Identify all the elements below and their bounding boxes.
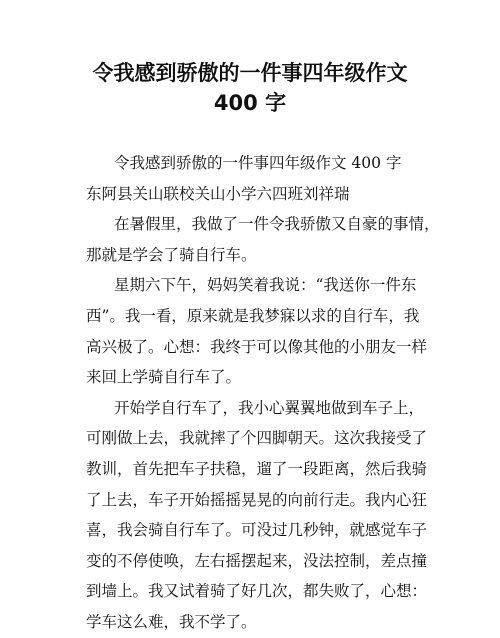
document-title-line-1: 令我感到骄傲的一件事四年级作文: [92, 61, 408, 85]
document-body: [86, 148, 440, 638]
paragraph-line: 星期六下午，妈妈笑着我说：“我送你一件东: [114, 276, 417, 295]
paragraph-line: 变的不停使唤，左右摇摆起来，没法控制，差点撞: [86, 551, 428, 570]
author-line: 东阿县关山联校关山小学六四班刘祥瑞: [86, 184, 350, 203]
paragraph-line: 开始学自行车了，我小心翼翼地做到车子上，: [114, 398, 425, 417]
subtitle-line: 令我感到骄傲的一件事四年级作文 400 字: [114, 154, 402, 172]
paragraph-line: 教训，首先把车子扶稳，遛了一段距离，然后我骑: [86, 459, 428, 478]
paragraph-line: 到墙上。我又试着骑了好几次，都失败了，心想：: [86, 582, 428, 601]
paragraph-line: 西”。我一看，原来就是我梦寐以求的自行车，我: [86, 306, 420, 325]
paragraph-line: 喜，我会骑自行车了。可没过几秒钟，就感觉车子: [86, 521, 428, 540]
paragraph-line: 高兴极了。心想：我终于可以像其他的小朋友一样: [86, 337, 428, 356]
paragraph-line: 学车这么难，我不学了。: [86, 612, 257, 631]
paragraph-line: 可刚做上去，我就摔了个四脚朝天。这次我接受了: [86, 429, 428, 448]
paragraph-line: 那就是学会了骑自行车。: [86, 245, 257, 264]
paragraph-line: 在暑假里，我做了一件令我骄傲又自豪的事情，: [114, 215, 440, 234]
paragraph-line: 了上去，车子开始摇摇晃晃的向前行走。我内心狂: [86, 490, 428, 509]
document-title-line-2: 400 字: [213, 91, 287, 115]
paragraph-line: 来回上学骑自行车了。: [86, 368, 242, 387]
